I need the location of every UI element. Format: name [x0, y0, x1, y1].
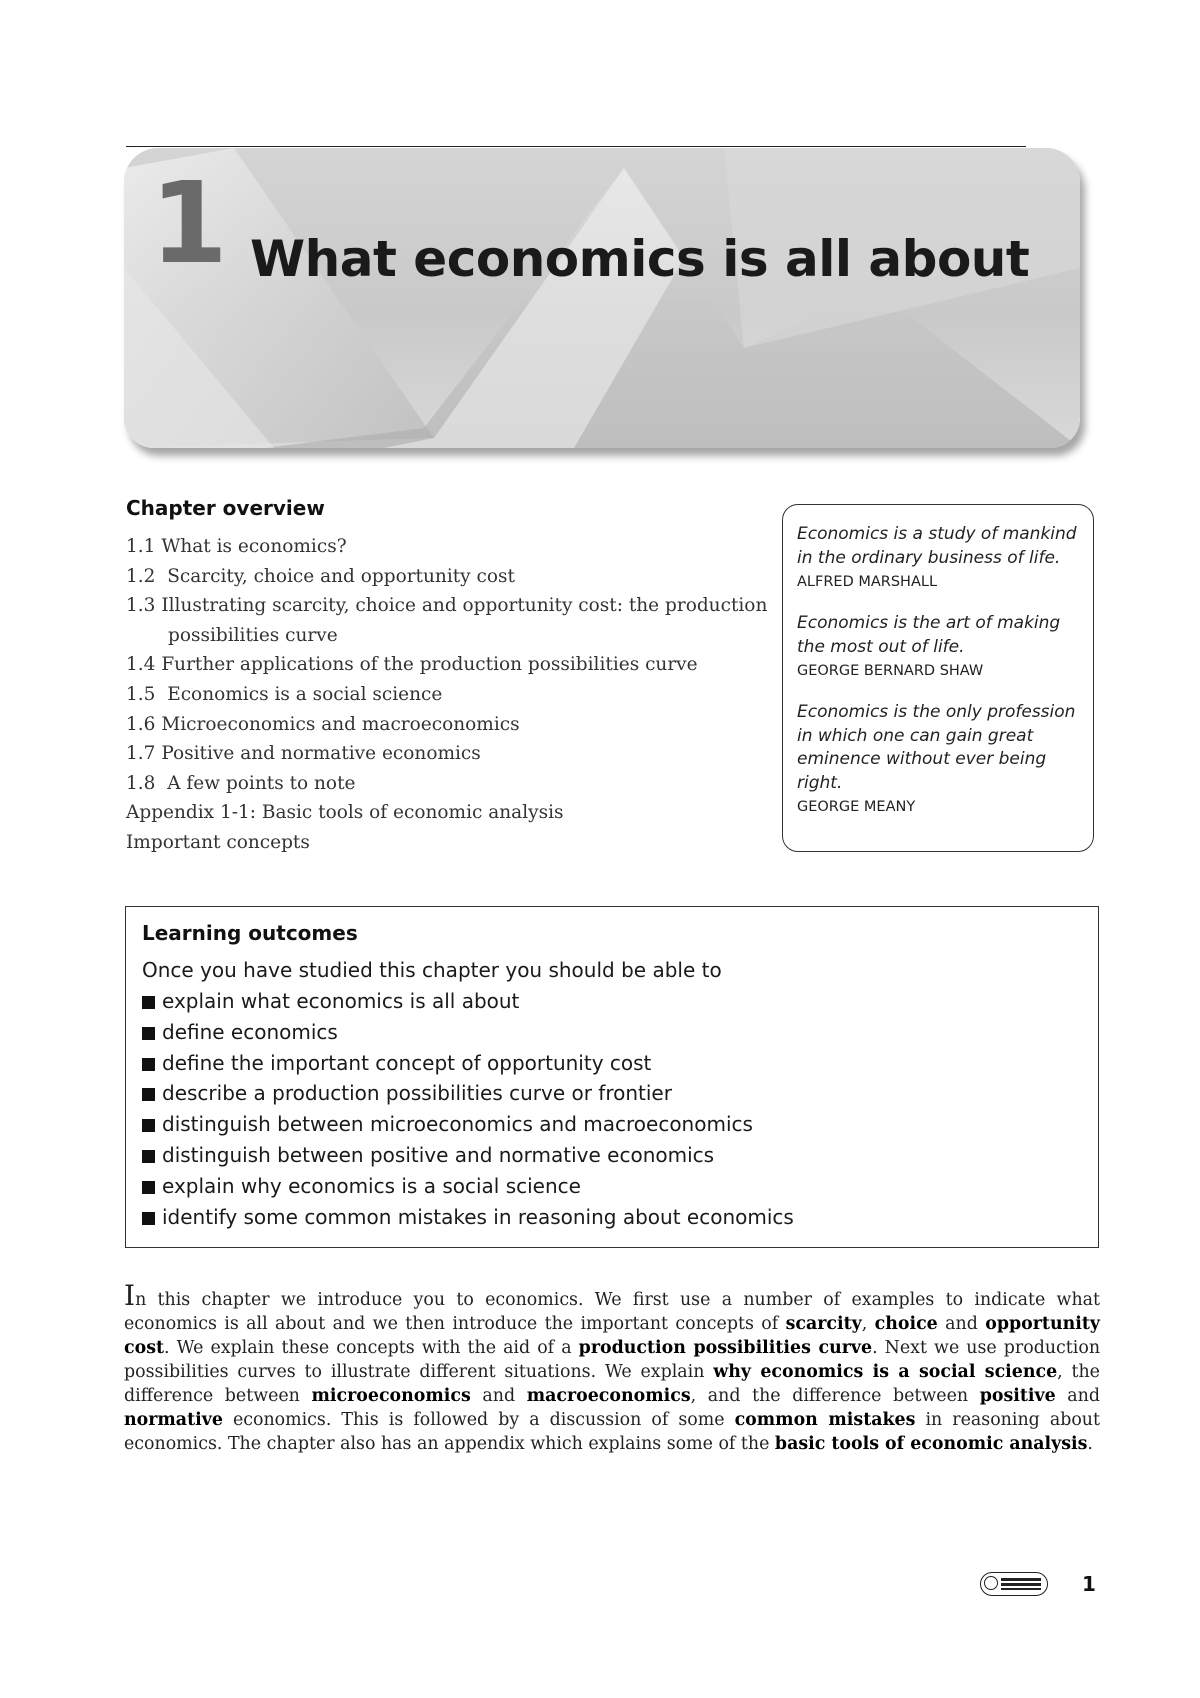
overview-item-text: Scarcity, choice and opportunity cost	[161, 565, 515, 587]
square-bullet-icon	[142, 1027, 155, 1040]
outcome-text: identify some common mistakes in reasoning about economics	[162, 1204, 794, 1229]
paragraph-text: n this chapter we introduce you to economics. We first use a number of examples to indicate what economics is all about and we then introduce the important concepts of	[124, 1290, 1100, 1334]
square-bullet-icon	[142, 1150, 155, 1163]
overview-item-number: 1.2	[126, 565, 156, 587]
top-rule	[126, 146, 1026, 147]
key-term: macroeconomics	[526, 1386, 691, 1406]
overview-item-text: A few points to note	[161, 772, 356, 794]
overview-item	[126, 769, 776, 799]
quote	[797, 523, 1083, 592]
quotes-box	[782, 504, 1094, 852]
outcome-text: explain what economics is all about	[162, 989, 520, 1013]
overview-item-text: Microeconomics and macroeconomics	[161, 713, 520, 735]
paragraph-text: . Next we use production possibilities curves to illustrate different situations. We explain	[124, 1338, 1101, 1382]
overview-heading: Chapter overview	[126, 496, 325, 520]
overview-item-continuation: possibilities curve	[168, 624, 338, 646]
outcome-item	[142, 1109, 1082, 1140]
overview-item-number: 1.3	[126, 595, 156, 617]
square-bullet-icon	[142, 996, 155, 1009]
banner-decoration	[124, 148, 1080, 448]
key-term: microeconomics	[311, 1386, 471, 1406]
overview-item-number: 1.6	[126, 713, 156, 735]
publisher-logo-icon	[980, 1572, 1048, 1596]
outcome-item	[142, 1202, 1082, 1233]
overview-item-text: Important concepts	[126, 831, 310, 853]
square-bullet-icon	[142, 1119, 155, 1132]
paragraph-text: ,	[861, 1314, 875, 1334]
overview-item	[126, 710, 776, 740]
quote	[797, 701, 1083, 817]
overview-item-number: 1.1	[126, 536, 156, 557]
paragraph-text: and	[937, 1314, 986, 1334]
key-term: normative	[124, 1410, 223, 1430]
quote-author: GEORGE BERNARD SHAW	[797, 663, 984, 679]
quote-text: Economics is the art of making the most out of life.	[797, 613, 1061, 657]
paragraph-text: .	[1087, 1434, 1093, 1454]
key-term: choice	[874, 1314, 938, 1334]
drop-cap: I	[124, 1279, 136, 1312]
outcome-text: describe a production possibilities curve or frontier	[162, 1081, 672, 1106]
overview-item-text: Further applications of the production possibilities curve	[161, 654, 698, 676]
outcome-item	[142, 1140, 1082, 1171]
key-term: opportunity cost	[124, 1314, 1100, 1358]
overview-item	[126, 798, 776, 828]
square-bullet-icon	[142, 1212, 155, 1225]
overview-list	[126, 532, 776, 858]
overview-item-text: Illustrating scarcity, choice and opportunity cost: the production	[161, 595, 768, 617]
paragraph-text: in reasoning about economics. The chapter also has an appendix which explains some of the	[124, 1410, 1100, 1454]
paragraph-text: economics. This is followed by a discussion of some	[222, 1410, 735, 1430]
outcomes-intro: Once you have studied this chapter you should be able to	[142, 958, 722, 982]
chapter-number: 1	[150, 159, 228, 289]
quote	[797, 612, 1083, 681]
outcome-text: explain why economics is a social science	[162, 1173, 581, 1198]
paragraph-text: . We explain these concepts with the aid of a	[164, 1338, 579, 1358]
intro-paragraph	[124, 1279, 1101, 1456]
copyright-icon	[984, 1576, 998, 1590]
overview-item-text: Positive and normative economics	[161, 743, 481, 765]
overview-item	[126, 591, 776, 650]
outcome-item	[142, 1048, 1082, 1079]
square-bullet-icon	[142, 1058, 155, 1071]
outcomes-list	[142, 986, 1082, 1232]
outcome-item	[142, 1171, 1082, 1202]
quote-author: ALFRED MARSHALL	[797, 574, 938, 590]
chapter-title: What economics is all about	[250, 230, 1030, 288]
paragraph-text: , the difference between	[124, 1362, 1100, 1406]
overview-item-number: 1.5	[126, 683, 156, 705]
overview-item	[126, 650, 776, 680]
square-bullet-icon	[142, 1088, 155, 1101]
key-term: positive	[979, 1386, 1056, 1406]
learning-outcomes-box	[125, 906, 1099, 1248]
key-term: why economics is a social science	[713, 1362, 1058, 1382]
outcome-item	[142, 986, 1082, 1017]
quote-author: GEORGE MEANY	[797, 799, 916, 815]
outcome-text: distinguish between microeconomics and macroeconomics	[162, 1112, 753, 1137]
overview-item-text: Appendix 1-1: Basic tools of economic analysis	[126, 802, 564, 824]
paragraph-text: and	[470, 1386, 527, 1406]
overview-item-number: 1.4	[126, 654, 156, 676]
overview-item	[126, 739, 776, 769]
outcome-text: define economics	[162, 1019, 338, 1044]
overview-item-number: 1.8	[126, 772, 156, 794]
key-term: scarcity	[785, 1314, 862, 1334]
overview-item-text: Economics is a social science	[161, 683, 443, 705]
quote-text: Economics is a study of mankind in the ordinary business of life.	[797, 524, 1077, 568]
quote-text: Economics is the only profession in which one can gain great eminence without ever being right.	[797, 702, 1076, 793]
outcome-text: define the important concept of opportunity cost	[162, 1050, 652, 1075]
key-term: basic tools of economic analysis	[774, 1434, 1088, 1454]
page-number: 1	[1082, 1572, 1096, 1596]
outcomes-heading: Learning outcomes	[142, 921, 358, 945]
chapter-overview	[126, 496, 776, 858]
key-term: common mistakes	[734, 1410, 916, 1430]
overview-item	[126, 828, 776, 858]
overview-item-text: What is economics?	[161, 536, 347, 557]
overview-item	[126, 680, 776, 710]
outcome-text: distinguish between positive and normative economics	[162, 1142, 715, 1167]
key-term: production possibilities curve	[578, 1338, 873, 1358]
chapter-banner	[124, 148, 1080, 448]
overview-item	[126, 562, 776, 592]
overview-item-number: 1.7	[126, 743, 156, 765]
paragraph-text: and	[1055, 1386, 1100, 1406]
logo-text-icon	[1001, 1578, 1041, 1590]
outcome-item	[142, 1078, 1082, 1109]
outcome-item	[142, 1017, 1082, 1048]
overview-item	[126, 532, 776, 562]
square-bullet-icon	[142, 1181, 155, 1194]
paragraph-text: , and the difference between	[690, 1386, 980, 1406]
